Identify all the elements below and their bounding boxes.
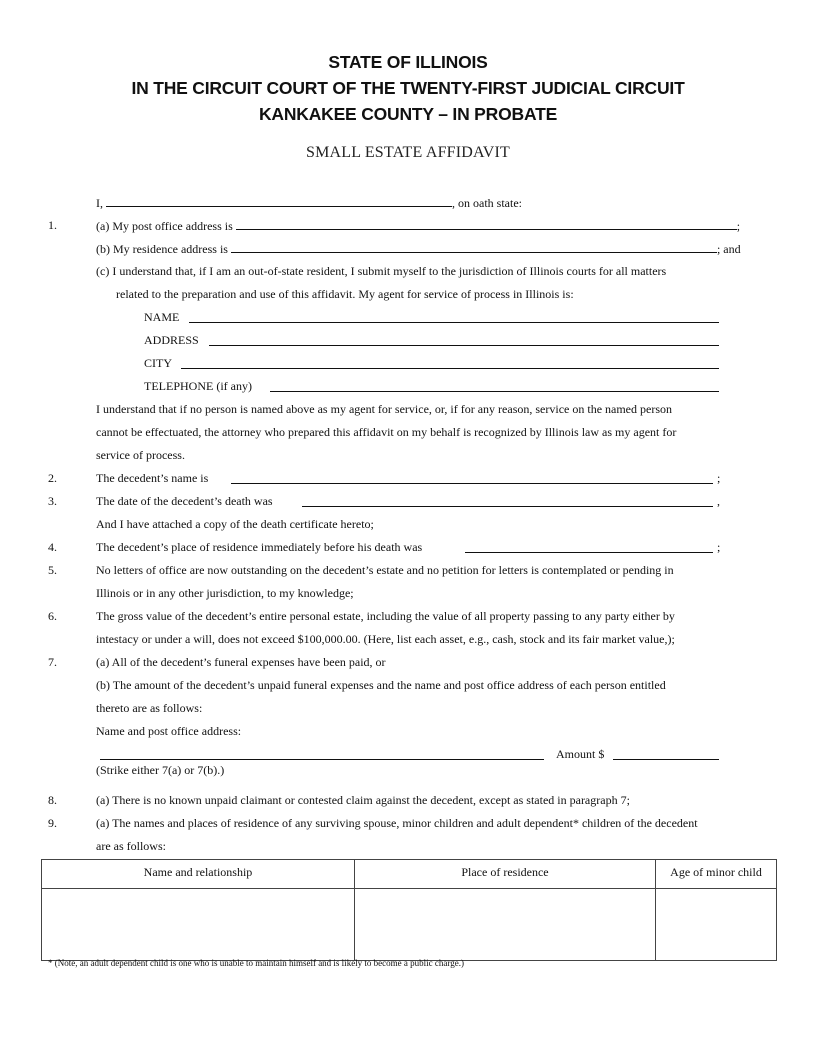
agent-city-row (144, 356, 172, 370)
header-county: KANKAKEE COUNTY – IN PROBATE (258, 104, 558, 124)
item-5-number: 5. (48, 563, 57, 577)
agent-notice-line1: I understand that if no person is named above as my agent for service, or, if for any reason, service on the named person (96, 402, 672, 416)
agent-city-label: CITY (144, 356, 172, 370)
page-title: SMALL ESTATE AFFIDAVIT (305, 144, 511, 161)
item-2 (96, 471, 208, 485)
table-header-row (42, 860, 777, 889)
post-office-address-field[interactable] (236, 218, 737, 230)
item-7-strike-note: (Strike either 7(a) or 7(b).) (96, 763, 225, 777)
survivors-table (41, 859, 777, 961)
agent-address-label: ADDRESS (144, 333, 199, 347)
item-1a (96, 218, 740, 232)
item-7b-line1: (b) The amount of the decedent’s unpaid funeral expenses and the name and post office address of each person entitled (96, 678, 666, 692)
item-1b (96, 241, 741, 255)
header-age-minor-child: Age of minor child (656, 860, 777, 889)
item-1c-line2: related to the preparation and use of this affidavit. My agent for service of process in Illinois is: (116, 287, 574, 301)
item-1-number: 1. (48, 218, 57, 232)
header-state: STATE OF ILLINOIS (328, 52, 488, 72)
agent-name-row (144, 310, 179, 324)
header-place-of-residence: Place of residence (355, 860, 656, 889)
date-of-death-field[interactable] (302, 506, 713, 507)
table-row (42, 889, 777, 961)
item-8a: (a) There is no known unpaid claimant or contested claim against the decedent, except as stated in paragraph 7; (96, 793, 630, 807)
item-2-number: 2. (48, 471, 57, 485)
funeral-creditor-field[interactable] (100, 759, 544, 760)
agent-telephone-label: TELEPHONE (if any) (144, 379, 252, 393)
agent-telephone-field[interactable] (270, 391, 719, 392)
footnote: * (Note, an adult dependent child is one who is unable to maintain himself and is likely to become a public charge.) (48, 958, 464, 968)
residence-address-field[interactable] (231, 241, 717, 253)
item-3-end: , (717, 494, 720, 508)
item-3 (96, 494, 273, 508)
item-5-line2: Illinois or in any other jurisdiction, to my knowledge; (96, 586, 354, 600)
item-7a: (a) All of the decedent’s funeral expenses have been paid, or (96, 655, 386, 669)
item-7b-line2: thereto are as follows: (96, 701, 203, 715)
item-1a-label: (a) My post office address is (96, 219, 233, 233)
item-2-label: The decedent’s name is (96, 471, 209, 485)
place-of-residence-cell[interactable] (355, 889, 656, 961)
item-9a-line2: are as follows: (96, 839, 166, 853)
item-4-number: 4. (48, 540, 57, 554)
item-1b-label: (b) My residence address is (96, 242, 228, 256)
item-6-line2: intestacy or under a will, does not exceed $100,000.00. (Here, list each asset, e.g., cash, stock and its fair market value,); (96, 632, 675, 646)
item-3-number: 3. (48, 494, 57, 508)
item-4 (96, 540, 422, 554)
item-3-label: The date of the decedent’s death was (96, 494, 273, 508)
item-3-line2: And I have attached a copy of the death certificate hereto; (96, 517, 374, 531)
item-7-amount-label: Amount $ (556, 747, 605, 761)
item-2-end: ; (717, 471, 721, 485)
intro-pre: I, (96, 196, 103, 210)
decedent-name-field[interactable] (231, 483, 713, 484)
agent-city-field[interactable] (181, 368, 719, 369)
item-9-number: 9. (48, 816, 57, 830)
item-1c-line1: (c) I understand that, if I am an out-of-state resident, I submit myself to the jurisdiction of Illinois courts for all matters (96, 264, 667, 278)
item-8-number: 8. (48, 793, 57, 807)
affiant-name-field[interactable] (106, 195, 452, 207)
age-minor-child-cell[interactable] (656, 889, 777, 961)
agent-name-field[interactable] (189, 322, 719, 323)
agent-telephone-row (144, 379, 252, 393)
agent-name-label: NAME (144, 310, 180, 324)
header-court: IN THE CIRCUIT COURT OF THE TWENTY-FIRST JUDICIAL CIRCUIT (131, 78, 685, 98)
item-6-line1: The gross value of the decedent’s entire personal estate, including the value of all property passing to any party either by (96, 609, 675, 623)
item-9a-line1: (a) The names and places of residence of any surviving spouse, minor children and adult dependent* children of the decedent (96, 816, 698, 830)
funeral-amount-field[interactable] (613, 759, 719, 760)
item-4-label: The decedent’s place of residence immediately before his death was (96, 540, 423, 554)
item-6-number: 6. (48, 609, 57, 623)
agent-address-field[interactable] (209, 345, 719, 346)
agent-notice-line3: service of process. (96, 448, 185, 462)
item-7-number: 7. (48, 655, 57, 669)
header-name-relationship: Name and relationship (42, 860, 355, 889)
name-relationship-cell[interactable] (42, 889, 355, 961)
intro-line (96, 195, 522, 209)
place-of-residence-field[interactable] (465, 552, 713, 553)
agent-address-row (144, 333, 199, 347)
agent-notice-line2: cannot be effectuated, the attorney who prepared this affidavit on my behalf is recognized by Illinois law as my agent for (96, 425, 677, 439)
item-1a-end: ; (736, 219, 741, 233)
item-4-end: ; (717, 540, 721, 554)
item-7-name-label: Name and post office address: (96, 724, 242, 738)
intro-post: , on oath state: (452, 196, 522, 210)
item-1b-end: ; and (716, 242, 741, 256)
item-5-line1: No letters of office are now outstanding on the decedent’s estate and no petition for letters is contemplated or pending in (96, 563, 674, 577)
